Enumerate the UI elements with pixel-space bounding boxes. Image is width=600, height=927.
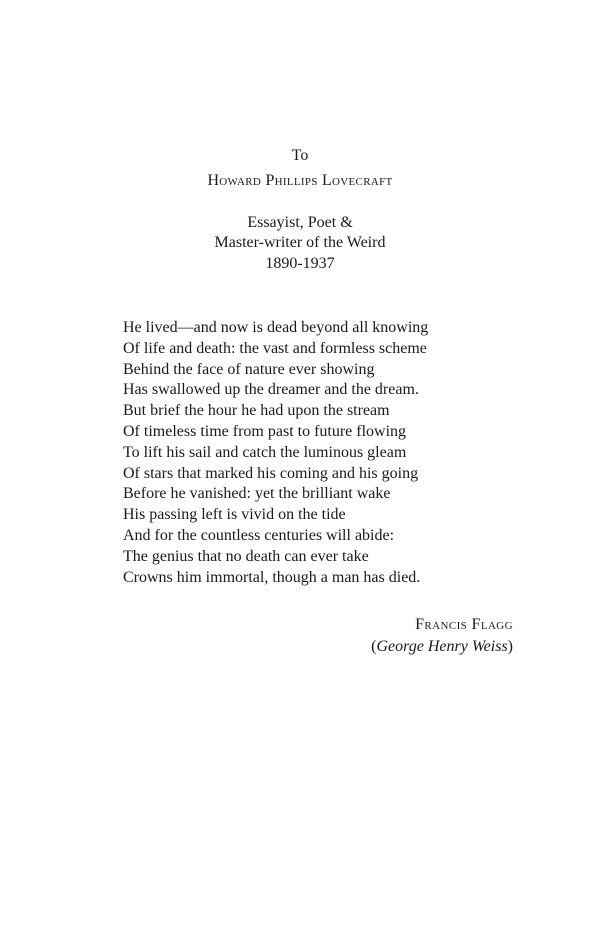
poem-line: But brief the hour he had upon the stream <box>123 402 390 420</box>
poem-line: Before he vanished: yet the brilliant wake <box>123 485 391 503</box>
poem-line: The genius that no death can ever take <box>123 547 369 565</box>
open-paren: ( <box>371 638 377 655</box>
poem-line: Of timeless time from past to future flowing <box>123 422 407 440</box>
dedicatee-descriptor-1: Essayist, Poet & <box>247 214 353 231</box>
poem <box>123 318 543 588</box>
poem-line: Has swallowed up the dreamer and the dream. <box>123 381 419 399</box>
dedication-to: To <box>291 147 309 164</box>
poem-line: Behind the face of nature ever showing <box>123 360 375 378</box>
dedicatee-name: Howard Phillips Lovecraft <box>207 172 393 189</box>
poem-author: Francis Flagg <box>415 616 513 633</box>
close-paren: ) <box>507 638 513 655</box>
dedicatee-descriptor-2: Master-writer of the Weird <box>214 234 386 251</box>
poem-line: To lift his sail and catch the luminous gleam <box>123 443 407 461</box>
poem-line: His passing left is vivid on the tide <box>123 506 346 524</box>
poem-line: Of stars that marked his coming and his going <box>123 464 419 482</box>
author-real-name <box>371 638 513 656</box>
poem-line: Of life and death: the vast and formless scheme <box>123 339 427 357</box>
poem-line: Crowns him immortal, though a man has died. <box>123 568 421 586</box>
poem-line: And for the countless centuries will abide: <box>123 526 395 544</box>
poem-line: He lived—and now is dead beyond all knowing <box>123 319 429 336</box>
real-name-text: George Henry Weiss <box>376 638 508 655</box>
dedicatee-dates: 1890-1937 <box>265 255 335 272</box>
